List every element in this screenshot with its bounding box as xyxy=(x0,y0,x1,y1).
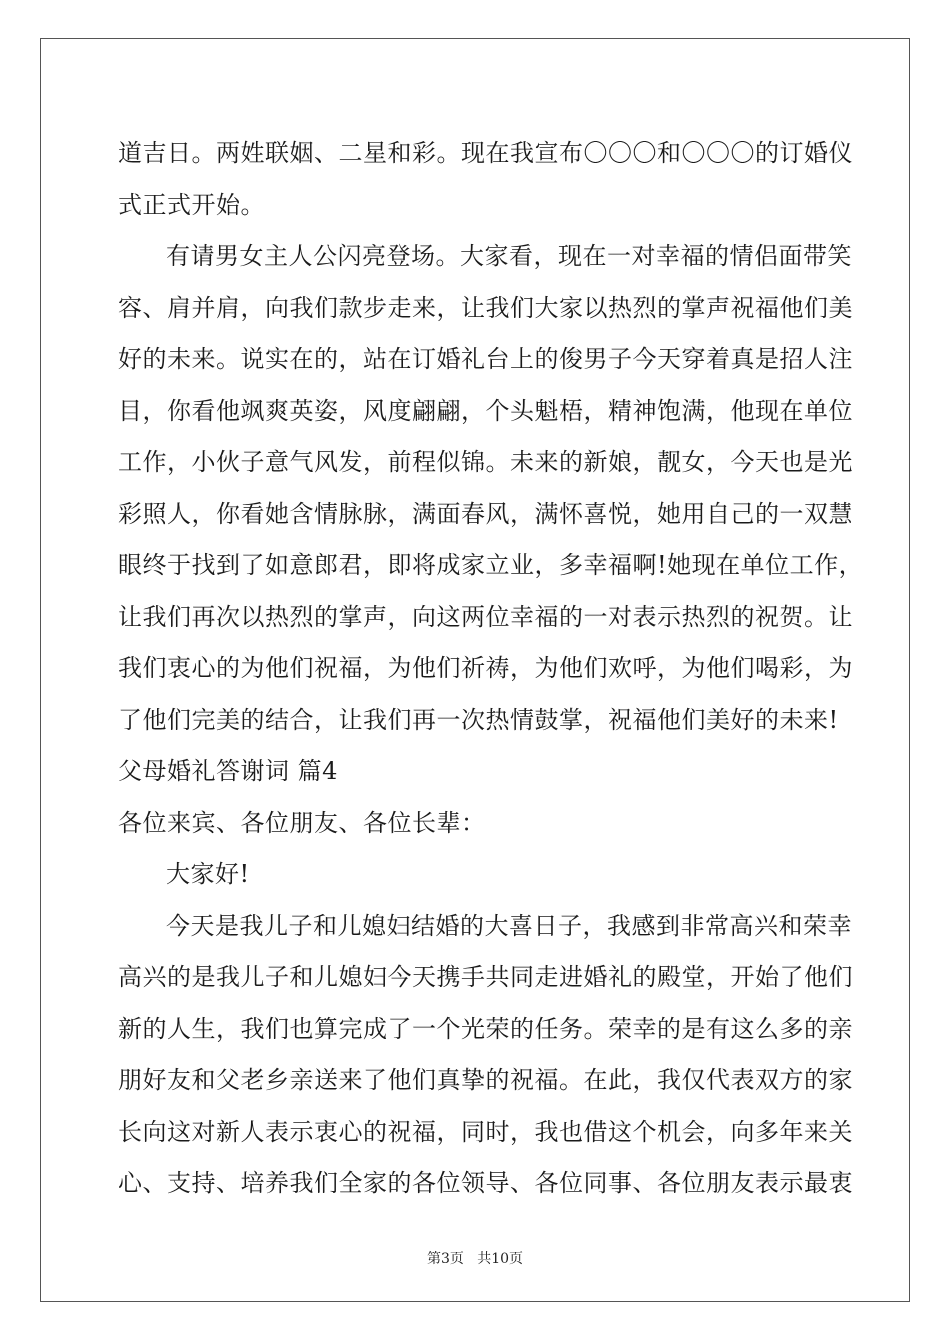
text-line-20: 长向这对新人表示衷心的祝福，同时，我也借这个机会，向多年来关 xyxy=(118,1117,853,1146)
text-line-1: 道吉日。两姓联姻、二星和彩。现在我宣布〇〇〇和〇〇〇的订婚仪 xyxy=(118,139,853,167)
salutation: 各位来宾、各位朋友、各位长辈： xyxy=(118,808,486,837)
page-number-footer: 第3页 共10页 xyxy=(426,1251,524,1267)
text-line-11: 我们衷心的为他们祝福，为他们祈祷，为他们欢呼，为他们喝彩，为 xyxy=(118,654,853,682)
text-line-8: 彩照人，你看她含情脉脉，满面春风，满怀喜悦，她用自己的一双慧 xyxy=(118,499,853,528)
document-body xyxy=(118,128,864,1210)
text-line-4: 容、肩并肩，向我们款步走来，让我们大家以热烈的掌声祝福他们美 xyxy=(118,293,853,322)
text-line-16: 今天是我儿子和儿媳妇结婚的大喜日子，我感到非常高兴和荣幸 xyxy=(166,911,852,940)
text-line-18: 新的人生，我们也算完成了一个光荣的任务。荣幸的是有这么多的亲 xyxy=(118,1014,853,1043)
text-line-7: 工作，小伙子意气风发，前程似锦。未来的新娘，靓女，今天也是光 xyxy=(118,448,853,476)
text-line-5: 好的未来。说实在的，站在订婚礼台上的俊男子今天穿着真是招人注 xyxy=(118,345,853,373)
text-line-10: 让我们再次以热烈的掌声，向这两位幸福的一对表示热烈的祝贺。让 xyxy=(118,602,853,631)
text-line-19: 朋好友和父老乡亲送来了他们真挚的祝福。在此，我仅代表双方的家 xyxy=(118,1066,853,1094)
text-line-2: 式正式开始。 xyxy=(118,190,265,219)
text-line-12: 了他们完美的结合，让我们再一次热情鼓掌，祝福他们美好的未来! xyxy=(118,705,839,734)
section-heading: 父母婚礼答谢词 篇4 xyxy=(118,757,338,785)
text-line-6: 目，你看他飒爽英姿，风度翩翩，个头魁梧，精神饱满，他现在单位 xyxy=(118,396,853,425)
text-line-17: 高兴的是我儿子和儿媳妇今天携手共同走进婚礼的殿堂，开始了他们 xyxy=(118,963,853,991)
text-line-9: 眼终于找到了如意郎君，即将成家立业，多幸福啊!她现在单位工作， xyxy=(118,551,864,579)
text-line-21: 心、支持、培养我们全家的各位领导、各位同事、各位朋友表示最衷 xyxy=(118,1169,853,1197)
text-line-3: 有请男女主人公闪亮登场。大家看，现在一对幸福的情侣面带笑 xyxy=(166,242,852,270)
greeting: 大家好! xyxy=(166,860,250,888)
